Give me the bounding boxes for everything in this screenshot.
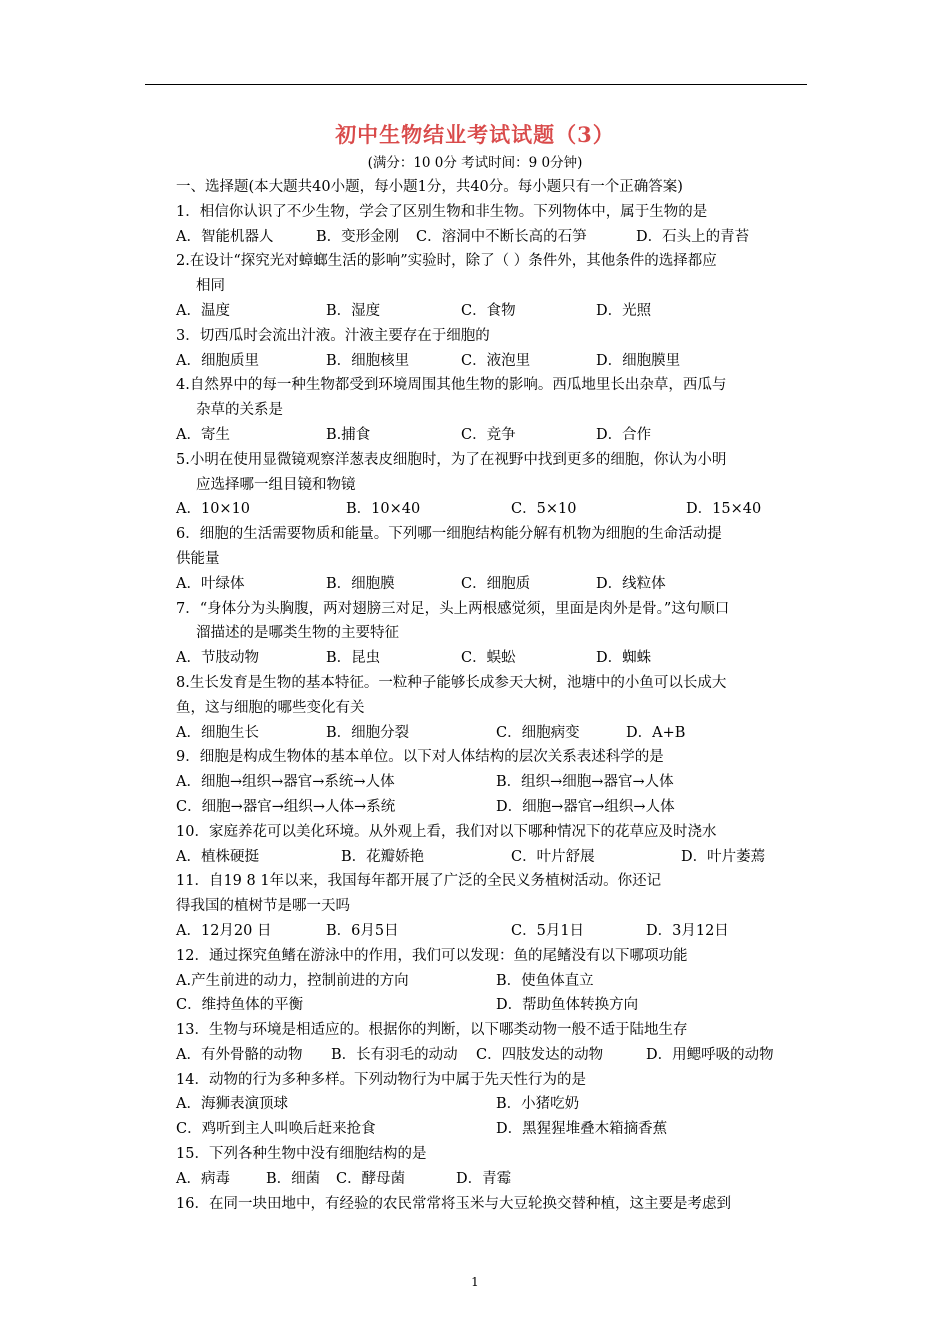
answer-option: D．用鳃呼吸的动物	[646, 1046, 774, 1063]
answer-option: A．海狮表演顶球	[176, 1096, 288, 1113]
option-row	[176, 497, 816, 522]
question-line: 9．细胞是构成生物体的基本单位。以下对人体结构的层次关系表述科学的是	[176, 749, 664, 766]
question-line: 13．生物与环境是相适应的。根据你的判断，以下哪类动物一般不适于陆地生存	[176, 1022, 688, 1039]
answer-option: B．细胞膜	[326, 575, 395, 592]
answer-option: D．线粒体	[596, 575, 666, 592]
answer-option: C．5×10	[511, 501, 577, 518]
answer-option: B．长有羽毛的动动	[331, 1046, 458, 1063]
option-row	[176, 646, 816, 671]
answer-option: C．蜈蚣	[461, 650, 516, 667]
answer-option: B．细胞核里	[326, 352, 410, 369]
answer-option: D．细胞膜里	[596, 352, 681, 369]
question-line: 3．切西瓜时会流出汁液。汁液主要存在于细胞的	[176, 327, 490, 344]
answer-option: C．溶洞中不断长高的石笋	[416, 228, 587, 245]
option-row	[176, 349, 816, 374]
answer-option: C．食物	[461, 302, 516, 319]
answer-option: C．四肢发达的动物	[476, 1046, 604, 1063]
option-row	[176, 969, 816, 994]
question-line: 11．自19 8 1年以来，我国每年都开展了广泛的全民义务植树活动。你还记	[176, 873, 662, 890]
answer-option: A．细胞生长	[176, 724, 259, 741]
answer-option: C．叶片舒展	[511, 848, 595, 865]
question-line: 相同	[196, 278, 225, 295]
option-row	[176, 795, 816, 820]
answer-option: D．A+B	[626, 724, 686, 741]
answer-option: D．青霉	[456, 1170, 512, 1187]
answer-option: C．维持鱼体的平衡	[176, 997, 304, 1014]
answer-option: B．湿度	[326, 302, 381, 319]
question-line: 16．在同一块田地中，有经验的农民常常将玉米与大豆轮换交替种植，这主要是考虑到	[176, 1195, 731, 1212]
answer-option: A．病毒	[176, 1170, 230, 1187]
question-line: 7．“身体分为头胸腹，两对翅膀三对足，头上两根感觉须，里面是肉外是骨。”这句顺口	[176, 600, 730, 617]
answer-option: A．12月20 日	[176, 922, 272, 939]
question-line: 得我国的植树节是哪一天吗	[176, 898, 350, 915]
question-line: 杂草的关系是	[196, 402, 283, 419]
option-row	[176, 572, 816, 597]
section-header: 一、选择题(本大题共40小题，每小题1分，共40分。每小题只有一个正确答案)	[176, 179, 683, 195]
question-line: 溜描述的是哪类生物的主要特征	[196, 625, 399, 642]
answer-option: D．3月12日	[646, 922, 729, 939]
question-line: 8.生长发育是生物的基本特征。一粒种子能够长成参天大树，池塘中的小鱼可以长成大	[176, 674, 727, 691]
answer-option: B．细菌	[266, 1170, 321, 1187]
answer-option: A．10×10	[176, 501, 251, 518]
answer-option: C．酵母菌	[336, 1170, 406, 1187]
option-row	[176, 299, 816, 324]
answer-option: C．鸡听到主人叫唤后赶来抢食	[176, 1121, 376, 1138]
answer-option: B．变形金刚	[316, 228, 400, 245]
question-line: 6．细胞的生活需要物质和能量。下列哪一细胞结构能分解有机物为细胞的生命活动提	[176, 526, 722, 543]
option-row	[176, 1043, 816, 1068]
answer-option: A．有外骨骼的动物	[176, 1046, 303, 1063]
header-rule	[145, 84, 807, 85]
answer-option: A．叶绿体	[176, 575, 245, 592]
answer-option: B.捕食	[326, 426, 371, 443]
answer-option: B．10×40	[346, 501, 421, 518]
answer-option: A.产生前进的动力，控制前进的方向	[176, 972, 409, 989]
answer-option: B．组织→细胞→器官→人体	[496, 774, 674, 791]
answer-option: A．植株硬挺	[176, 848, 259, 865]
answer-option: D．石头上的青苔	[636, 228, 750, 245]
question-line: 5.小明在使用显微镜观察洋葱表皮细胞时，为了在视野中找到更多的细胞，你认为小明	[176, 451, 727, 468]
answer-option: D．15×40	[686, 501, 762, 518]
question-line: 15．下列各种生物中没有细胞结构的是	[176, 1146, 427, 1163]
question-line: 12．通过探究鱼鳍在游泳中的作用，我们可以发现：鱼的尾鳍没有以下哪项功能	[176, 947, 688, 964]
page-title: 初中生物结业考试试题（3）	[335, 122, 615, 147]
option-row	[176, 423, 816, 448]
question-line: 1．相信你认识了不少生物，学会了区别生物和非生物。下列物体中，属于生物的是	[176, 203, 708, 220]
answer-option: D．黑猩猩堆叠木箱摘香蕉	[496, 1121, 668, 1138]
question-line: 应选择哪一组目镜和物镜	[196, 476, 356, 493]
question-line: 供能量	[176, 550, 220, 567]
answer-option: C．液泡里	[461, 352, 531, 369]
answer-option: D．帮助鱼体转换方向	[496, 997, 639, 1014]
answer-option: D．合作	[596, 426, 652, 443]
answer-option: A．温度	[176, 302, 230, 319]
answer-option: C．细胞→器官→组织→人体→系统	[176, 798, 396, 815]
option-row	[176, 770, 816, 795]
exam-content	[176, 175, 816, 1216]
option-row	[176, 919, 816, 944]
question-list	[176, 200, 816, 1217]
option-row	[176, 721, 816, 746]
answer-option: D．蜘蛛	[596, 650, 652, 667]
answer-option: A．节肢动物	[176, 650, 259, 667]
answer-option: C．细胞病变	[496, 724, 580, 741]
option-row	[176, 225, 816, 250]
option-row	[176, 845, 816, 870]
answer-option: B．昆虫	[326, 650, 381, 667]
page-number: 1	[471, 1275, 479, 1289]
answer-option: C．细胞质	[461, 575, 531, 592]
answer-option: D．光照	[596, 302, 652, 319]
answer-option: A．智能机器人	[176, 228, 274, 245]
option-row	[176, 993, 816, 1018]
option-row	[176, 1092, 816, 1117]
exam-info: (满分：10 0分 考试时间：9 0分钟)	[367, 155, 583, 171]
question-line: 4.自然界中的每一种生物都受到环境周围其他生物的影响。西瓜地里长出杂草，西瓜与	[176, 377, 727, 394]
answer-option: C．竞争	[461, 426, 516, 443]
answer-option: D．细胞→器官→组织→人体	[496, 798, 675, 815]
answer-option: A．细胞质里	[176, 352, 259, 369]
answer-option: B．细胞分裂	[326, 724, 410, 741]
question-line: 鱼，这与细胞的哪些变化有关	[176, 699, 365, 716]
answer-option: A．寄生	[176, 426, 230, 443]
answer-option: B．使鱼体直立	[496, 972, 594, 989]
question-line: 10．家庭养花可以美化环境。从外观上看，我们对以下哪种情况下的花草应及时浇水	[176, 823, 717, 840]
option-row	[176, 1167, 816, 1192]
answer-option: B．6月5日	[326, 922, 399, 939]
question-line: 2.在设计“探究光对蟑螂生活的影响”实验时，除了（ ）条件外，其他条件的选择都应	[176, 253, 717, 270]
answer-option: A．细胞→组织→器官→系统→人体	[176, 774, 395, 791]
answer-option: D．叶片萎蔫	[681, 848, 766, 865]
answer-option: C．5月1日	[511, 922, 585, 939]
option-row	[176, 1117, 816, 1142]
answer-option: B．小猪吃奶	[496, 1096, 580, 1113]
question-line: 14．动物的行为多种多样。下列动物行为中属于先天性行为的是	[176, 1071, 586, 1088]
answer-option: B．花瓣娇艳	[341, 848, 425, 865]
